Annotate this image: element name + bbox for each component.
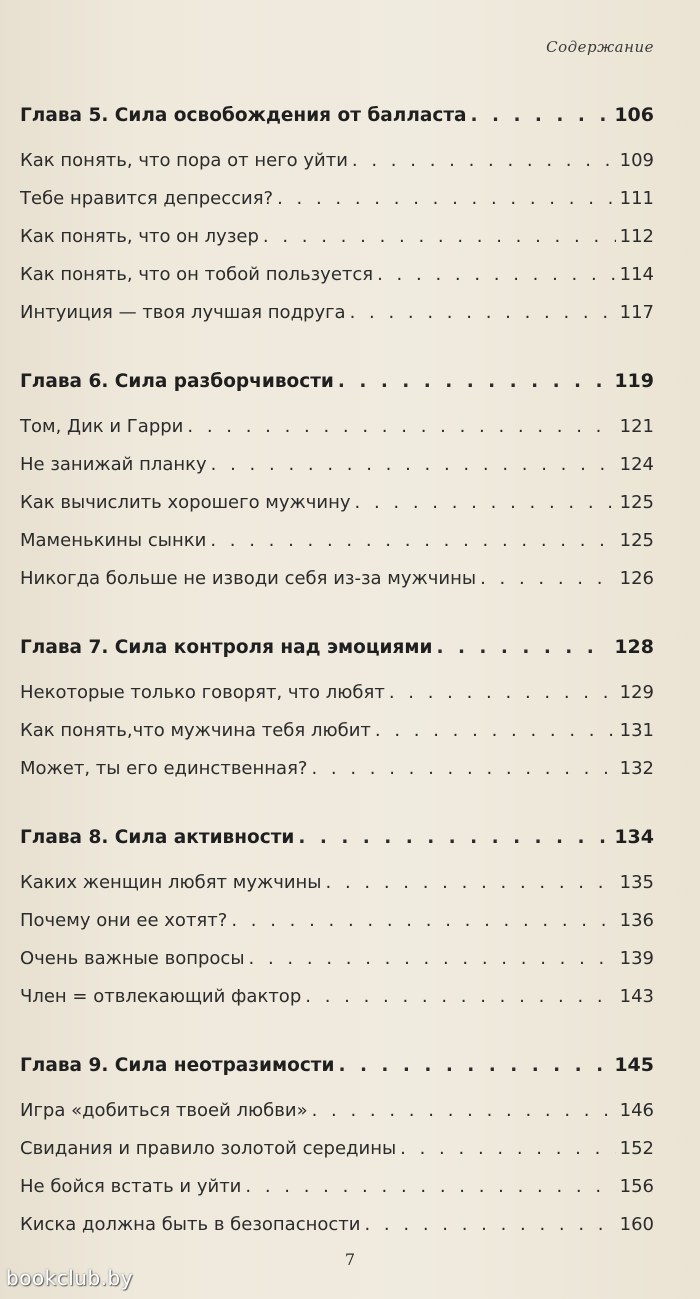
- dot-leader: [210, 522, 615, 560]
- toc-entry: [20, 1130, 654, 1168]
- toc-entry: [20, 446, 654, 484]
- toc-entry: [20, 864, 654, 902]
- chapter-page-number: 119: [614, 370, 654, 392]
- chapter-heading: [20, 628, 654, 666]
- page-number: 7: [344, 1250, 356, 1269]
- chapter-page-number: 145: [614, 1054, 654, 1076]
- entry-page-number: 136: [619, 910, 654, 931]
- toc-entry: [20, 294, 654, 332]
- entry-page-number: 124: [619, 454, 654, 475]
- entry-title: Интуиция — твоя лучшая подруга: [20, 302, 346, 323]
- dot-leader: [263, 218, 616, 256]
- entry-page-number: 114: [619, 264, 654, 285]
- dot-leader: [298, 819, 610, 857]
- chapter-page-number: 128: [614, 636, 654, 658]
- entry-page-number: 160: [619, 1214, 654, 1235]
- entry-page-number: 143: [619, 986, 654, 1007]
- entry-page-number: 129: [619, 682, 654, 703]
- dot-leader: [400, 1130, 615, 1168]
- chapter-7: [20, 628, 654, 788]
- dot-leader: [480, 560, 616, 598]
- entry-title: Почему они ее хотят?: [20, 910, 228, 931]
- chapter-page-number: 134: [614, 826, 654, 848]
- chapter-5: [20, 96, 654, 332]
- running-head: Содержание: [546, 38, 654, 56]
- dot-leader: [389, 674, 616, 712]
- entry-page-number: 135: [619, 872, 654, 893]
- chapter-title: Глава 7. Сила контроля над эмоциями: [20, 637, 433, 658]
- watermark: bookclub.by: [6, 1266, 134, 1290]
- entry-title: Как понять, что он тобой пользуется: [20, 264, 374, 285]
- entry-page-number: 117: [619, 302, 654, 323]
- entry-title: Как понять, что пора от него уйти: [20, 150, 348, 171]
- dot-leader: [377, 256, 616, 294]
- dot-leader: [245, 1168, 615, 1206]
- toc-entry: [20, 1168, 654, 1206]
- entry-page-number: 131: [619, 720, 654, 741]
- toc-entry: [20, 142, 654, 180]
- entry-title: Игра «добиться твоей любви»: [20, 1100, 308, 1121]
- dot-leader: [375, 712, 616, 750]
- dot-leader: [187, 408, 615, 446]
- entry-title: Очень важные вопросы: [20, 948, 245, 969]
- entry-title: Может, ты его единственная?: [20, 758, 308, 779]
- entry-title: Как понять,что мужчина тебя любит: [20, 720, 371, 741]
- dot-leader: [311, 750, 615, 788]
- dot-leader: [471, 97, 611, 135]
- toc-entry: [20, 218, 654, 256]
- chapter-6: [20, 362, 654, 598]
- entry-title: Не занижай планку: [20, 454, 207, 475]
- entry-page-number: 111: [619, 188, 654, 209]
- entry-page-number: 121: [619, 416, 654, 437]
- chapter-title: Глава 5. Сила освобождения от балласта: [20, 105, 467, 126]
- dot-leader: [355, 484, 616, 522]
- entry-title: Тебе нравится депрессия?: [20, 188, 274, 209]
- toc-entry: [20, 522, 654, 560]
- entry-title: Киска должна быть в безопасности: [20, 1214, 361, 1235]
- chapter-9: [20, 1046, 654, 1244]
- dot-leader: [231, 902, 615, 940]
- chapter-title: Глава 8. Сила активности: [20, 827, 295, 848]
- dot-leader: [338, 363, 610, 401]
- toc-entry: [20, 180, 654, 218]
- entry-title: Член = отвлекающий фактор: [20, 986, 302, 1007]
- entry-title: Как понять, что он лузер: [20, 226, 259, 247]
- entry-page-number: 132: [619, 758, 654, 779]
- entry-page-number: 126: [619, 568, 654, 589]
- dot-leader: [339, 1047, 611, 1085]
- dot-leader: [277, 180, 616, 218]
- toc-entry: [20, 940, 654, 978]
- toc-entry: [20, 750, 654, 788]
- chapter-title: Глава 6. Сила разборчивости: [20, 371, 334, 392]
- toc-entry: [20, 1206, 654, 1244]
- toc-entry: [20, 978, 654, 1016]
- entry-title: Как вычислить хорошего мужчину: [20, 492, 351, 513]
- entry-page-number: 125: [619, 530, 654, 551]
- entry-title: Некоторые только говорят, что любят: [20, 682, 385, 703]
- toc-entry: [20, 1092, 654, 1130]
- dot-leader: [305, 978, 615, 1016]
- dot-leader: [326, 864, 616, 902]
- entry-page-number: 152: [619, 1138, 654, 1159]
- dot-leader: [352, 142, 616, 180]
- dot-leader: [211, 446, 616, 484]
- entry-title: Маменькины сынки: [20, 530, 207, 551]
- dot-leader: [436, 629, 610, 667]
- toc-entry: [20, 560, 654, 598]
- toc-entry: [20, 408, 654, 446]
- entry-page-number: 125: [619, 492, 654, 513]
- chapter-heading: [20, 1046, 654, 1084]
- entry-page-number: 112: [619, 226, 654, 247]
- chapter-page-number: 106: [614, 104, 654, 126]
- entry-page-number: 109: [619, 150, 654, 171]
- entry-page-number: 139: [619, 948, 654, 969]
- chapter-heading: [20, 362, 654, 400]
- entry-title: Не бойся встать и уйти: [20, 1176, 242, 1197]
- dot-leader: [350, 294, 616, 332]
- toc-entry: [20, 712, 654, 750]
- entry-title: Никогда больше не изводи себя из-за мужчины: [20, 568, 477, 589]
- entry-title: Каких женщин любят мужчины: [20, 872, 322, 893]
- toc-entry: [20, 256, 654, 294]
- dot-leader: [364, 1206, 615, 1244]
- chapter-title: Глава 9. Сила неотразимости: [20, 1055, 335, 1076]
- toc-entry: [20, 674, 654, 712]
- dot-leader: [249, 940, 616, 978]
- toc-entry: [20, 902, 654, 940]
- toc-entry: [20, 484, 654, 522]
- chapter-8: [20, 818, 654, 1016]
- dot-leader: [312, 1092, 616, 1130]
- entry-title: Свидания и правило золотой середины: [20, 1138, 397, 1159]
- chapter-heading: [20, 96, 654, 134]
- table-of-contents: [20, 96, 654, 1274]
- entry-page-number: 156: [619, 1176, 654, 1197]
- chapter-heading: [20, 818, 654, 856]
- entry-page-number: 146: [619, 1100, 654, 1121]
- entry-title: Том, Дик и Гарри: [20, 416, 184, 437]
